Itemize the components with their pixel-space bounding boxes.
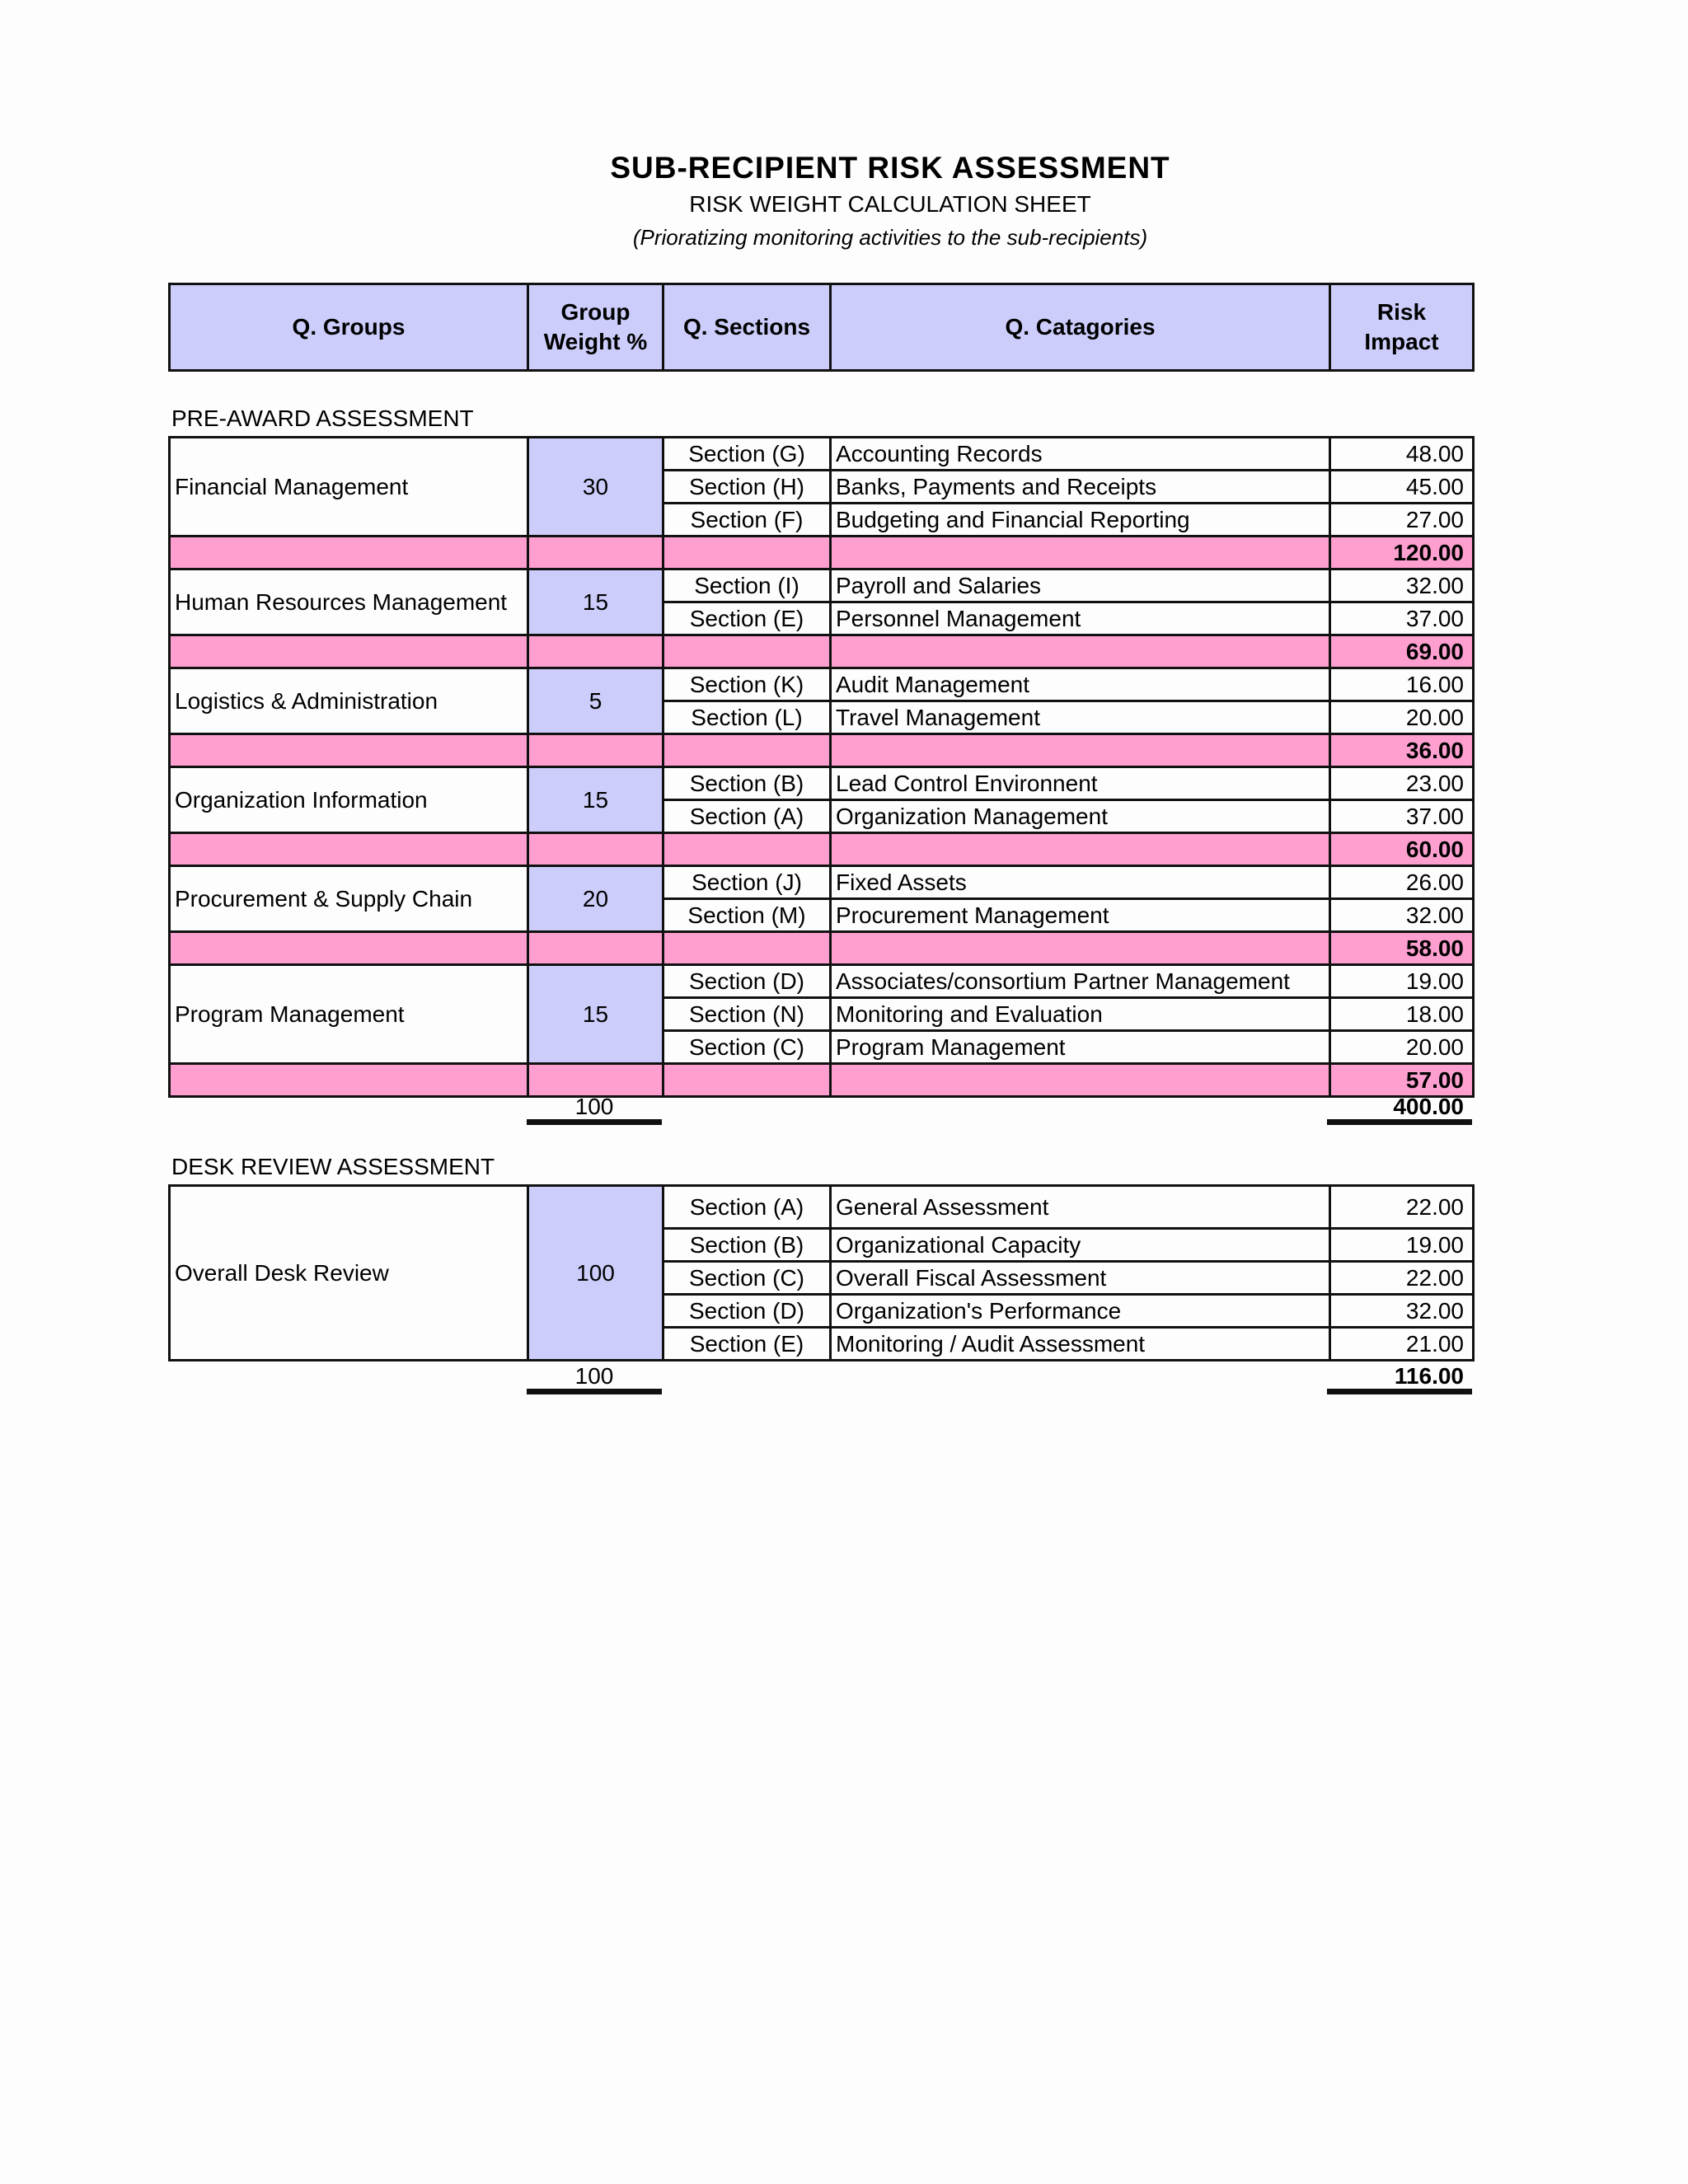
subtotal-blank bbox=[528, 537, 663, 569]
subtotal-row bbox=[170, 833, 1474, 866]
category-cell: Lead Control Environnent bbox=[831, 767, 1330, 800]
header-table bbox=[168, 283, 1475, 372]
section-cell: Section (E) bbox=[663, 1328, 831, 1361]
subtotal-blank bbox=[663, 833, 831, 866]
subtotal-blank bbox=[831, 537, 1330, 569]
desk-review-label: DESK REVIEW ASSESSMENT bbox=[171, 1154, 495, 1179]
impact-cell: 19.00 bbox=[1330, 1229, 1474, 1262]
category-cell: Organization's Performance bbox=[831, 1295, 1330, 1328]
section-cell: Section (F) bbox=[663, 504, 831, 537]
impact-cell: 21.00 bbox=[1330, 1328, 1474, 1361]
subtotal-blank bbox=[170, 537, 528, 569]
section-cell: Section (D) bbox=[663, 1295, 831, 1328]
table-row bbox=[170, 1186, 1474, 1229]
impact-cell: 37.00 bbox=[1330, 602, 1474, 635]
category-cell: Personnel Management bbox=[831, 602, 1330, 635]
impact-cell: 19.00 bbox=[1330, 965, 1474, 998]
section-cell: Section (B) bbox=[663, 767, 831, 800]
page-subtitle: RISK WEIGHT CALCULATION SHEET bbox=[689, 191, 1091, 217]
table-row bbox=[170, 569, 1474, 602]
group-name: Financial Management bbox=[170, 438, 528, 537]
subtotal-blank bbox=[170, 635, 528, 668]
category-cell: Program Management bbox=[831, 1031, 1330, 1064]
group-weight: 30 bbox=[528, 438, 663, 537]
page-title: SUB-RECIPIENT RISK ASSESSMENT bbox=[610, 151, 1170, 185]
category-cell: General Assessment bbox=[831, 1186, 1330, 1229]
impact-cell: 22.00 bbox=[1330, 1262, 1474, 1295]
category-cell: Monitoring / Audit Assessment bbox=[831, 1328, 1330, 1361]
subtotal-blank bbox=[170, 1064, 528, 1097]
section-cell: Section (L) bbox=[663, 701, 831, 734]
subtotal-blank bbox=[170, 932, 528, 965]
subtotal-blank bbox=[663, 635, 831, 668]
category-cell: Monitoring and Evaluation bbox=[831, 998, 1330, 1031]
section-cell: Section (G) bbox=[663, 438, 831, 471]
group-weight: 100 bbox=[528, 1186, 663, 1361]
group-weight: 15 bbox=[528, 569, 663, 635]
subtotal-blank bbox=[528, 734, 663, 767]
group-name: Program Management bbox=[170, 965, 528, 1064]
impact-cell: 37.00 bbox=[1330, 800, 1474, 833]
subtotal-blank bbox=[663, 1064, 831, 1097]
pre-award-total-weight: 100 bbox=[527, 1094, 662, 1125]
section-cell: Section (N) bbox=[663, 998, 831, 1031]
subtotal-blank bbox=[663, 734, 831, 767]
section-cell: Section (K) bbox=[663, 668, 831, 701]
subtotal-blank bbox=[831, 932, 1330, 965]
desk-review-total-impact: 116.00 bbox=[1327, 1364, 1472, 1394]
table-row bbox=[170, 767, 1474, 800]
subtotal-blank bbox=[528, 635, 663, 668]
impact-cell: 20.00 bbox=[1330, 701, 1474, 734]
impact-cell: 32.00 bbox=[1330, 899, 1474, 932]
table-row bbox=[170, 438, 1474, 471]
section-cell: Section (B) bbox=[663, 1229, 831, 1262]
section-cell: Section (A) bbox=[663, 800, 831, 833]
impact-cell: 48.00 bbox=[1330, 438, 1474, 471]
desk-review-table bbox=[168, 1184, 1475, 1361]
subtotal-impact: 69.00 bbox=[1330, 635, 1474, 668]
category-cell: Organizational Capacity bbox=[831, 1229, 1330, 1262]
subtotal-row bbox=[170, 537, 1474, 569]
header-impact: Risk Impact bbox=[1330, 284, 1474, 371]
pre-award-label: PRE-AWARD ASSESSMENT bbox=[171, 405, 474, 431]
section-cell: Section (J) bbox=[663, 866, 831, 899]
section-cell: Section (A) bbox=[663, 1186, 831, 1229]
category-cell: Payroll and Salaries bbox=[831, 569, 1330, 602]
category-cell: Audit Management bbox=[831, 668, 1330, 701]
subtotal-blank bbox=[831, 734, 1330, 767]
section-cell: Section (H) bbox=[663, 471, 831, 504]
category-cell: Fixed Assets bbox=[831, 866, 1330, 899]
subtotal-row bbox=[170, 1064, 1474, 1097]
subtotal-impact: 57.00 bbox=[1330, 1064, 1474, 1097]
subtotal-blank bbox=[831, 635, 1330, 668]
header-sections: Q. Sections bbox=[663, 284, 831, 371]
group-weight: 20 bbox=[528, 866, 663, 932]
table-row bbox=[170, 965, 1474, 998]
section-cell: Section (C) bbox=[663, 1262, 831, 1295]
subtotal-impact: 60.00 bbox=[1330, 833, 1474, 866]
section-cell: Section (E) bbox=[663, 602, 831, 635]
impact-cell: 26.00 bbox=[1330, 866, 1474, 899]
section-cell: Section (M) bbox=[663, 899, 831, 932]
section-cell: Section (C) bbox=[663, 1031, 831, 1064]
group-weight: 5 bbox=[528, 668, 663, 734]
subtotal-blank bbox=[528, 833, 663, 866]
subtotal-impact: 58.00 bbox=[1330, 932, 1474, 965]
subtotal-blank bbox=[170, 833, 528, 866]
pre-award-table bbox=[168, 436, 1475, 1098]
impact-cell: 20.00 bbox=[1330, 1031, 1474, 1064]
subtotal-row bbox=[170, 635, 1474, 668]
impact-cell: 18.00 bbox=[1330, 998, 1474, 1031]
header-groups: Q. Groups bbox=[170, 284, 528, 371]
desk-review-total-weight: 100 bbox=[527, 1364, 662, 1394]
impact-cell: 45.00 bbox=[1330, 471, 1474, 504]
subtotal-row bbox=[170, 932, 1474, 965]
impact-cell: 22.00 bbox=[1330, 1186, 1474, 1229]
subtotal-blank bbox=[663, 932, 831, 965]
impact-cell: 32.00 bbox=[1330, 1295, 1474, 1328]
subtotal-blank bbox=[831, 833, 1330, 866]
impact-cell: 16.00 bbox=[1330, 668, 1474, 701]
section-cell: Section (I) bbox=[663, 569, 831, 602]
subtotal-blank bbox=[831, 1064, 1330, 1097]
subtotal-impact: 36.00 bbox=[1330, 734, 1474, 767]
category-cell: Associates/consortium Partner Management bbox=[831, 965, 1330, 998]
group-weight: 15 bbox=[528, 965, 663, 1064]
page-note: (Prioratizing monitoring activities to the sub-recipients) bbox=[632, 225, 1148, 250]
impact-cell: 23.00 bbox=[1330, 767, 1474, 800]
category-cell: Overall Fiscal Assessment bbox=[831, 1262, 1330, 1295]
group-name: Overall Desk Review bbox=[170, 1186, 528, 1361]
group-name: Organization Information bbox=[170, 767, 528, 833]
table-row bbox=[170, 668, 1474, 701]
header-categories: Q. Catagories bbox=[831, 284, 1330, 371]
subtotal-blank bbox=[170, 734, 528, 767]
table-row bbox=[170, 866, 1474, 899]
group-name: Logistics & Administration bbox=[170, 668, 528, 734]
category-cell: Budgeting and Financial Reporting bbox=[831, 504, 1330, 537]
section-cell: Section (D) bbox=[663, 965, 831, 998]
impact-cell: 27.00 bbox=[1330, 504, 1474, 537]
impact-cell: 32.00 bbox=[1330, 569, 1474, 602]
group-name: Human Resources Management bbox=[170, 569, 528, 635]
header-weight: Group Weight % bbox=[528, 284, 663, 371]
category-cell: Organization Management bbox=[831, 800, 1330, 833]
subtotal-impact: 120.00 bbox=[1330, 537, 1474, 569]
category-cell: Banks, Payments and Receipts bbox=[831, 471, 1330, 504]
category-cell: Accounting Records bbox=[831, 438, 1330, 471]
subtotal-blank bbox=[663, 537, 831, 569]
category-cell: Procurement Management bbox=[831, 899, 1330, 932]
subtotal-blank bbox=[528, 1064, 663, 1097]
category-cell: Travel Management bbox=[831, 701, 1330, 734]
subtotal-row bbox=[170, 734, 1474, 767]
group-name: Procurement & Supply Chain bbox=[170, 866, 528, 932]
group-weight: 15 bbox=[528, 767, 663, 833]
title-block bbox=[0, 148, 1688, 254]
subtotal-blank bbox=[528, 932, 663, 965]
pre-award-total-impact: 400.00 bbox=[1327, 1094, 1472, 1125]
